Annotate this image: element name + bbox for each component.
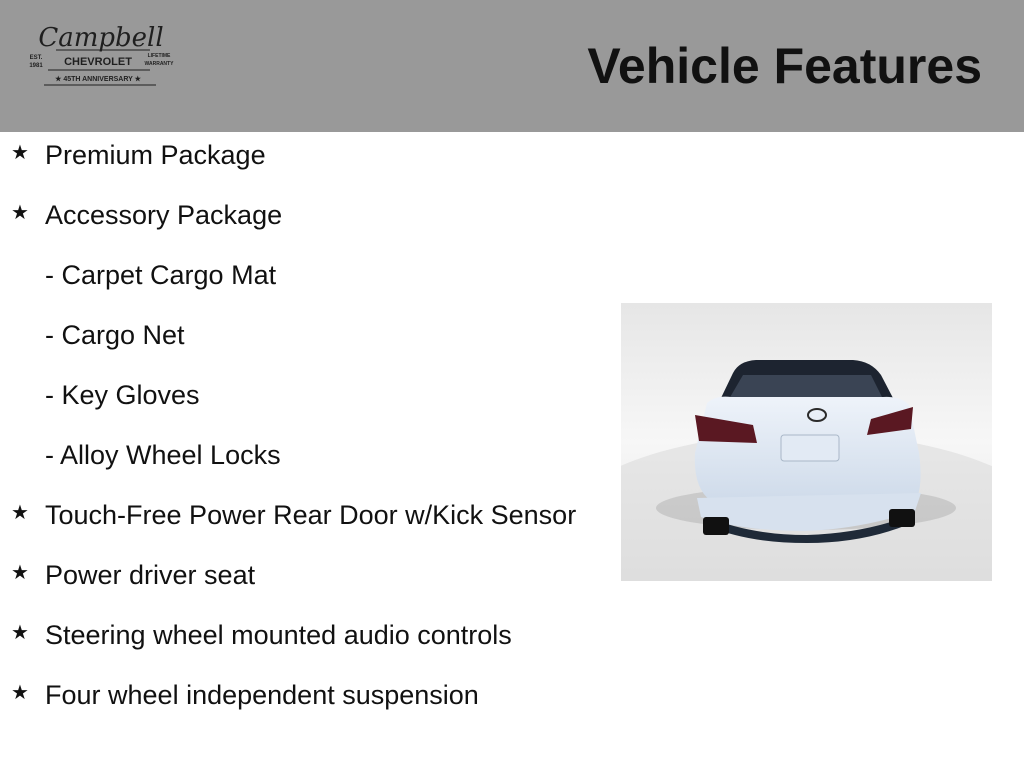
feature-item xyxy=(0,618,600,652)
star-bullet-icon: ★ xyxy=(11,562,29,584)
feature-text: - Carpet Cargo Mat xyxy=(45,260,277,290)
feature-subitem xyxy=(0,318,600,352)
feature-item xyxy=(0,198,600,232)
feature-subitem xyxy=(0,378,600,412)
feature-list xyxy=(0,138,600,738)
header-bar xyxy=(0,0,1024,132)
feature-text: Accessory Package xyxy=(45,200,283,230)
feature-text: - Cargo Net xyxy=(45,320,185,350)
feature-text: - Alloy Wheel Locks xyxy=(45,440,281,470)
svg-text:★ 45TH ANNIVERSARY ★: ★ 45TH ANNIVERSARY ★ xyxy=(55,76,141,83)
star-bullet-icon: ★ xyxy=(11,622,29,644)
feature-item xyxy=(0,558,600,592)
page-title: Vehicle Features xyxy=(587,38,982,94)
vehicle-photo xyxy=(621,303,992,581)
feature-item xyxy=(0,678,600,712)
dealer-logo xyxy=(26,22,176,88)
star-bullet-icon: ★ xyxy=(11,502,29,524)
svg-text:1981: 1981 xyxy=(29,63,43,69)
svg-text:WARRANTY: WARRANTY xyxy=(144,61,174,67)
svg-text:LIFETIME: LIFETIME xyxy=(147,53,171,59)
star-bullet-icon: ★ xyxy=(11,682,29,704)
feature-item xyxy=(0,138,600,172)
feature-subitem xyxy=(0,438,600,472)
feature-subitem xyxy=(0,258,600,292)
feature-text: Premium Package xyxy=(45,140,266,170)
feature-text: Power driver seat xyxy=(45,560,256,590)
feature-text: Four wheel independent suspension xyxy=(45,680,479,710)
feature-text: - Key Gloves xyxy=(45,380,200,410)
feature-text: Steering wheel mounted audio controls xyxy=(45,620,512,650)
star-bullet-icon: ★ xyxy=(11,202,29,224)
feature-text: Touch-Free Power Rear Door w/Kick Sensor xyxy=(45,500,577,530)
svg-text:EST.: EST. xyxy=(29,55,43,61)
svg-text:Campbell: Campbell xyxy=(38,23,164,53)
feature-item xyxy=(0,498,600,532)
svg-text:CHEVROLET: CHEVROLET xyxy=(64,56,132,68)
star-bullet-icon: ★ xyxy=(11,142,29,164)
